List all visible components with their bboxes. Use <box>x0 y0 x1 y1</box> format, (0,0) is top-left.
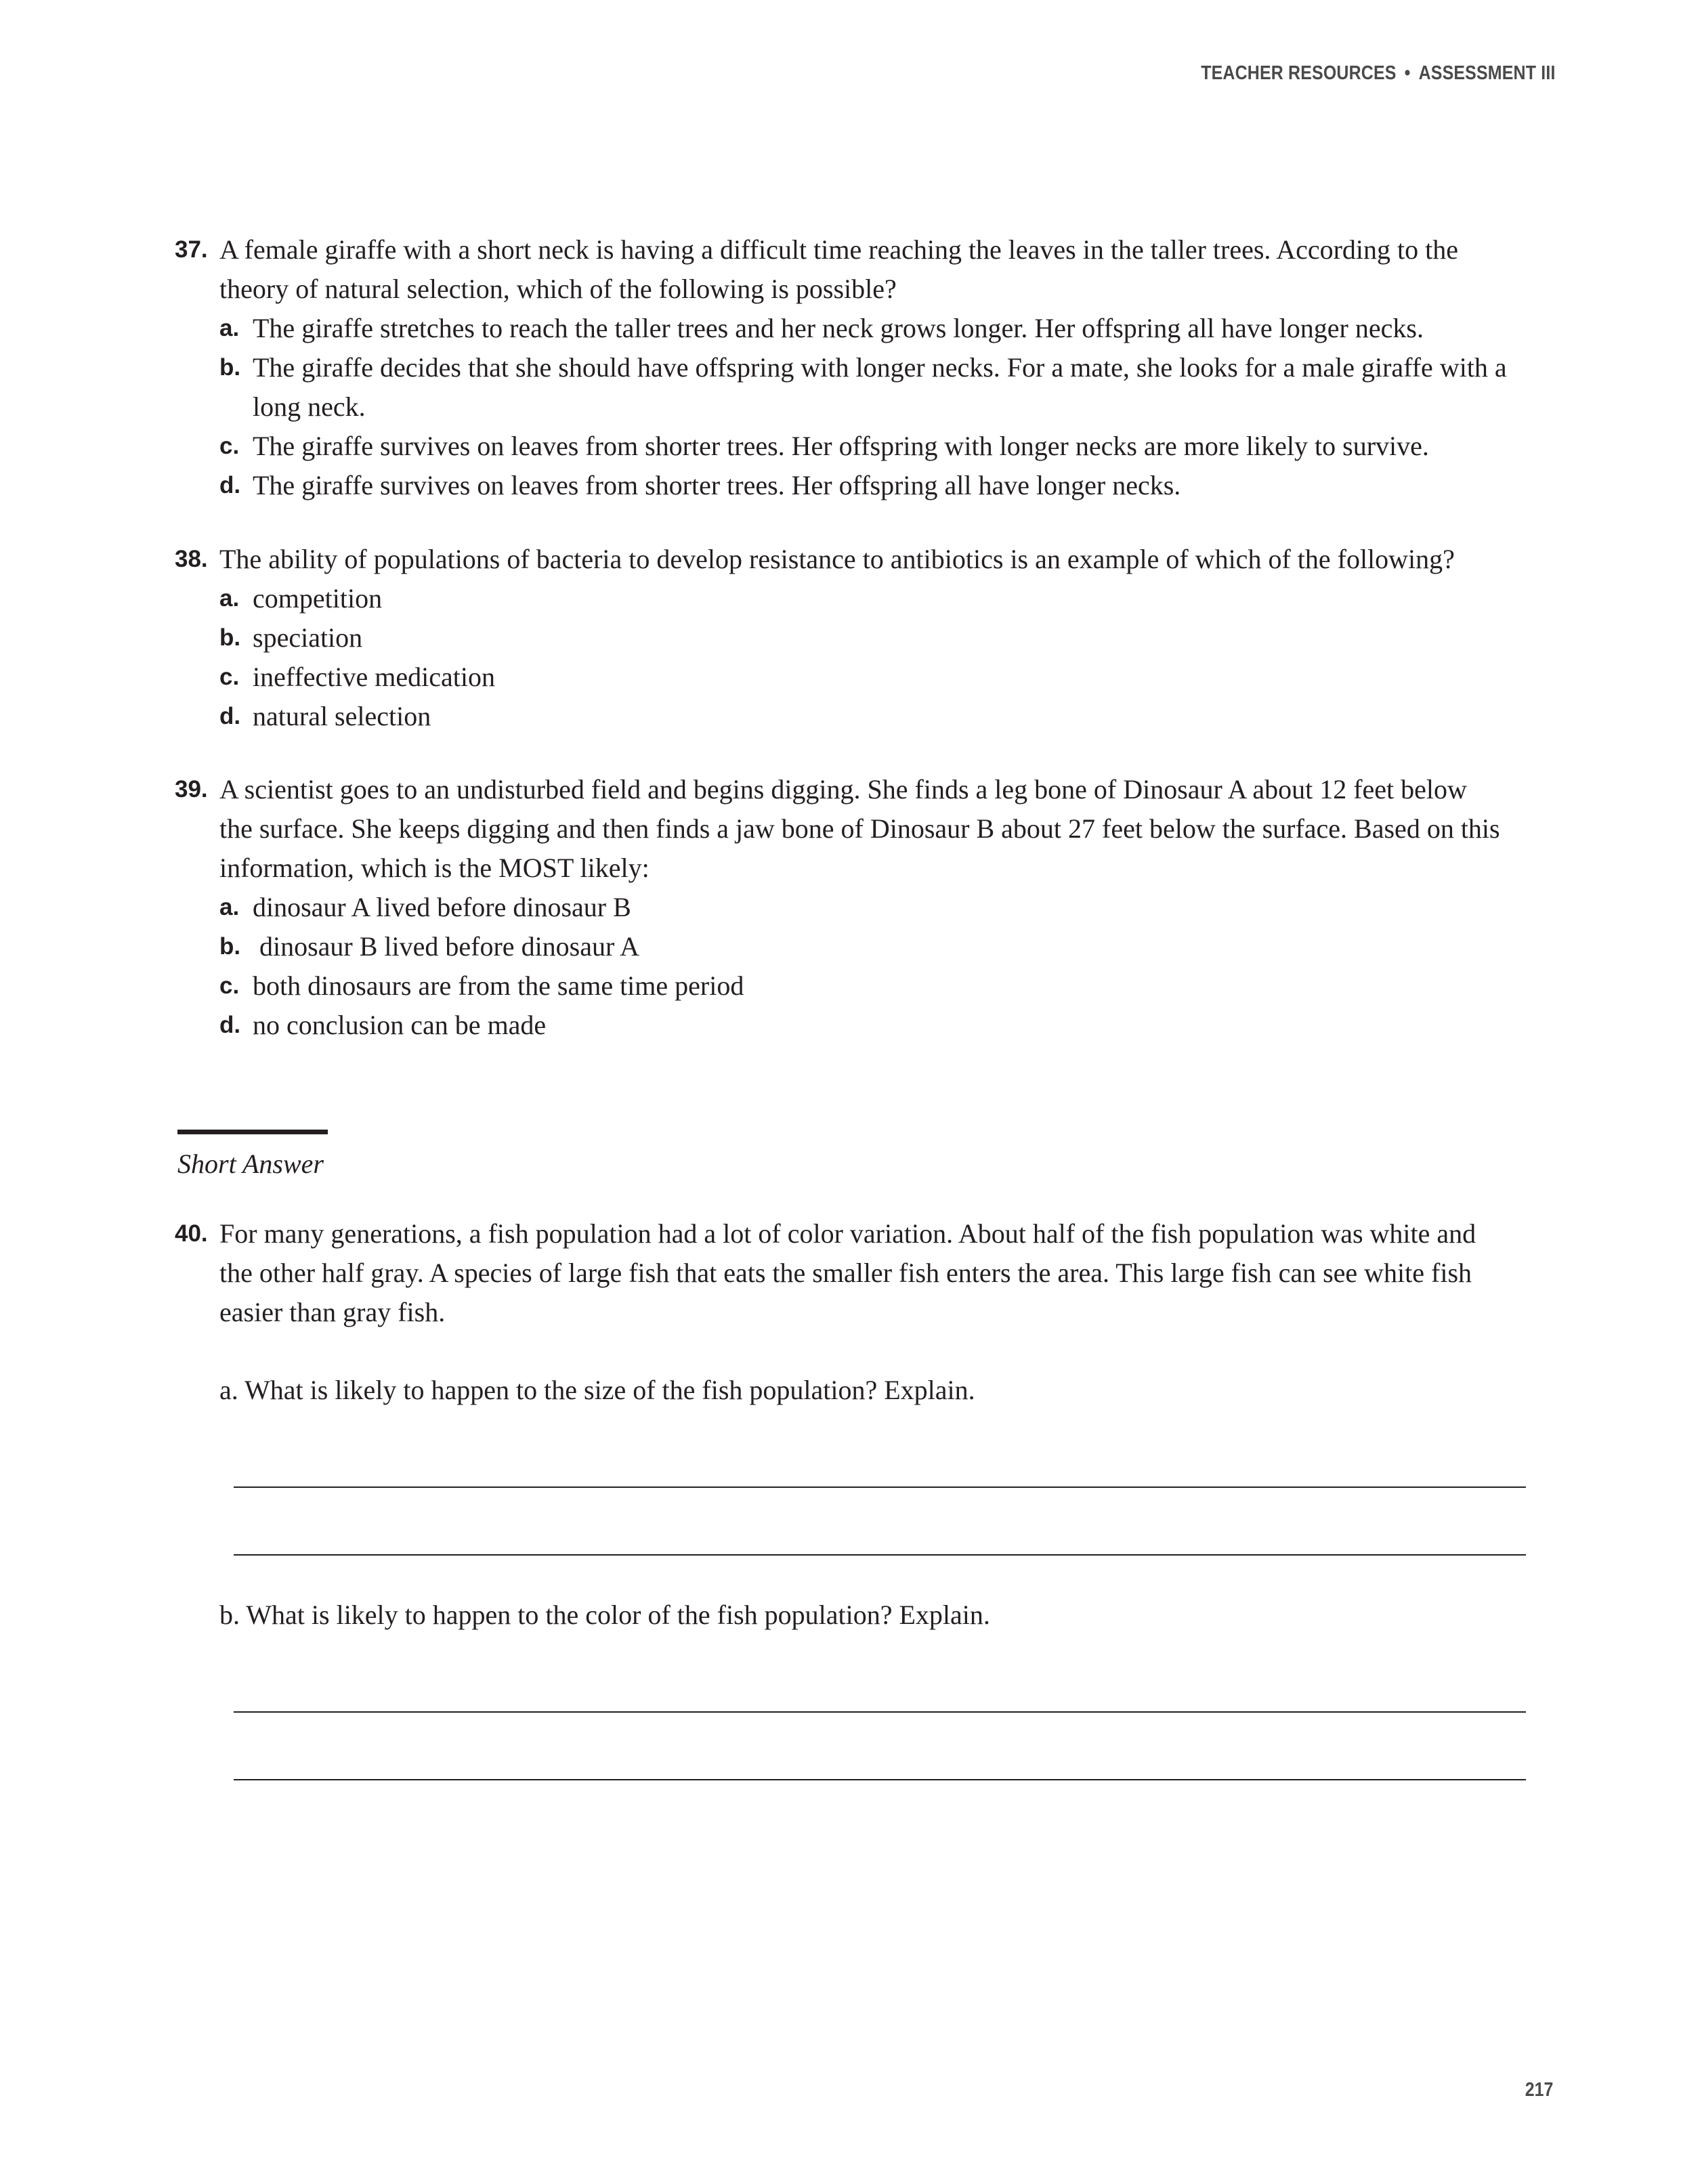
option-text: The giraffe survives on leaves from shorter trees. Her offspring with longer necks are more likely to survive. <box>253 431 1429 461</box>
answer-option-c[interactable] <box>219 658 1526 697</box>
option-text: both dinosaurs are from the same time period <box>253 970 744 1001</box>
answer-line-a1[interactable] <box>234 1486 1526 1488</box>
option-letter: d. <box>219 1012 241 1038</box>
answer-options <box>219 579 1529 736</box>
question-number: 40. <box>175 1220 208 1247</box>
option-letter: a. <box>219 894 240 920</box>
option-text: The giraffe survives on leaves from shorter trees. Her offspring all have longer necks. <box>253 470 1181 500</box>
option-text: natural selection <box>253 701 431 731</box>
question-39 <box>175 770 1529 1045</box>
answer-options <box>219 309 1529 505</box>
question-text: A scientist goes to an undisturbed field and begins digging. She finds a leg bone of Dinosaur A about 12 feet below the surface. She keeps digging and then finds a jaw bone of Dinosaur B about 27 feet below the surface. Based on this information, which is the MOST likely: <box>219 774 1500 883</box>
question-number: 39. <box>175 776 208 802</box>
answer-line-b1[interactable] <box>234 1711 1526 1713</box>
question-text: The ability of populations of bacteria to develop resistance to antibiotics is an example of which of the following? <box>219 544 1455 574</box>
section-divider <box>177 1130 328 1134</box>
option-letter: c. <box>219 664 240 690</box>
answer-options <box>219 888 1529 1045</box>
answer-line-b2[interactable] <box>234 1779 1526 1780</box>
question-37 <box>175 230 1529 505</box>
option-letter: b. <box>219 354 241 381</box>
prompt-part-b: b. What is likely to happen to the color of the fish population? Explain. <box>219 1600 990 1630</box>
answer-option-d[interactable] <box>219 466 1526 505</box>
answer-option-d[interactable] <box>219 697 1526 736</box>
question-text: A female giraffe with a short neck is having a difficult time reaching the leaves in the taller trees. According to the theory of natural selection, which of the following is possible? <box>219 234 1459 304</box>
answer-option-c[interactable] <box>219 966 1526 1006</box>
answer-option-a[interactable] <box>219 309 1526 348</box>
option-letter: d. <box>219 472 241 498</box>
answer-option-b[interactable] <box>219 927 1526 966</box>
running-header <box>1201 62 1556 85</box>
page-number: 217 <box>1525 2079 1553 2101</box>
answer-option-d[interactable] <box>219 1006 1526 1045</box>
header-section: TEACHER RESOURCES <box>1201 62 1397 84</box>
option-letter: b. <box>219 624 241 651</box>
option-letter: d. <box>219 703 241 729</box>
answer-option-c[interactable] <box>219 427 1526 466</box>
question-38 <box>175 540 1529 736</box>
answer-line-a2[interactable] <box>234 1554 1526 1556</box>
option-text: ineffective medication <box>253 662 495 692</box>
answer-option-b[interactable] <box>219 618 1526 658</box>
option-letter: a. <box>219 315 240 341</box>
answer-option-b[interactable] <box>219 348 1526 427</box>
option-text: competition <box>253 583 383 614</box>
option-text: no conclusion can be made <box>253 1010 547 1040</box>
option-letter: c. <box>219 972 240 999</box>
question-text: For many generations, a fish population had a lot of color variation. About half of the fish population was white and the other half gray. A species of large fish that eats the smaller fish enters the area. This large fish can see white fish easier than gray fish. <box>219 1218 1476 1327</box>
option-letter: a. <box>219 585 240 612</box>
section-title: Short Answer <box>177 1149 324 1179</box>
option-text: speciation <box>253 622 363 653</box>
option-letter: c. <box>219 433 240 459</box>
option-letter: b. <box>219 933 241 960</box>
prompt-part-a: a. What is likely to happen to the size of the fish population? Explain. <box>219 1375 975 1405</box>
option-text: dinosaur A lived before dinosaur B <box>253 892 631 922</box>
question-40 <box>175 1214 1529 1332</box>
header-assessment: ASSESSMENT III <box>1419 62 1556 84</box>
question-number: 38. <box>175 546 208 572</box>
question-number: 37. <box>175 236 208 263</box>
answer-option-a[interactable] <box>219 579 1526 618</box>
option-text: The giraffe decides that she should have offspring with longer necks. For a mate, she looks for a male giraffe with a long neck. <box>253 352 1507 422</box>
header-bullet: • <box>1405 62 1411 84</box>
answer-option-a[interactable] <box>219 888 1526 927</box>
option-text: The giraffe stretches to reach the taller trees and her neck grows longer. Her offspring all have longer necks. <box>253 313 1424 343</box>
option-text: dinosaur B lived before dinosaur A <box>253 931 639 962</box>
